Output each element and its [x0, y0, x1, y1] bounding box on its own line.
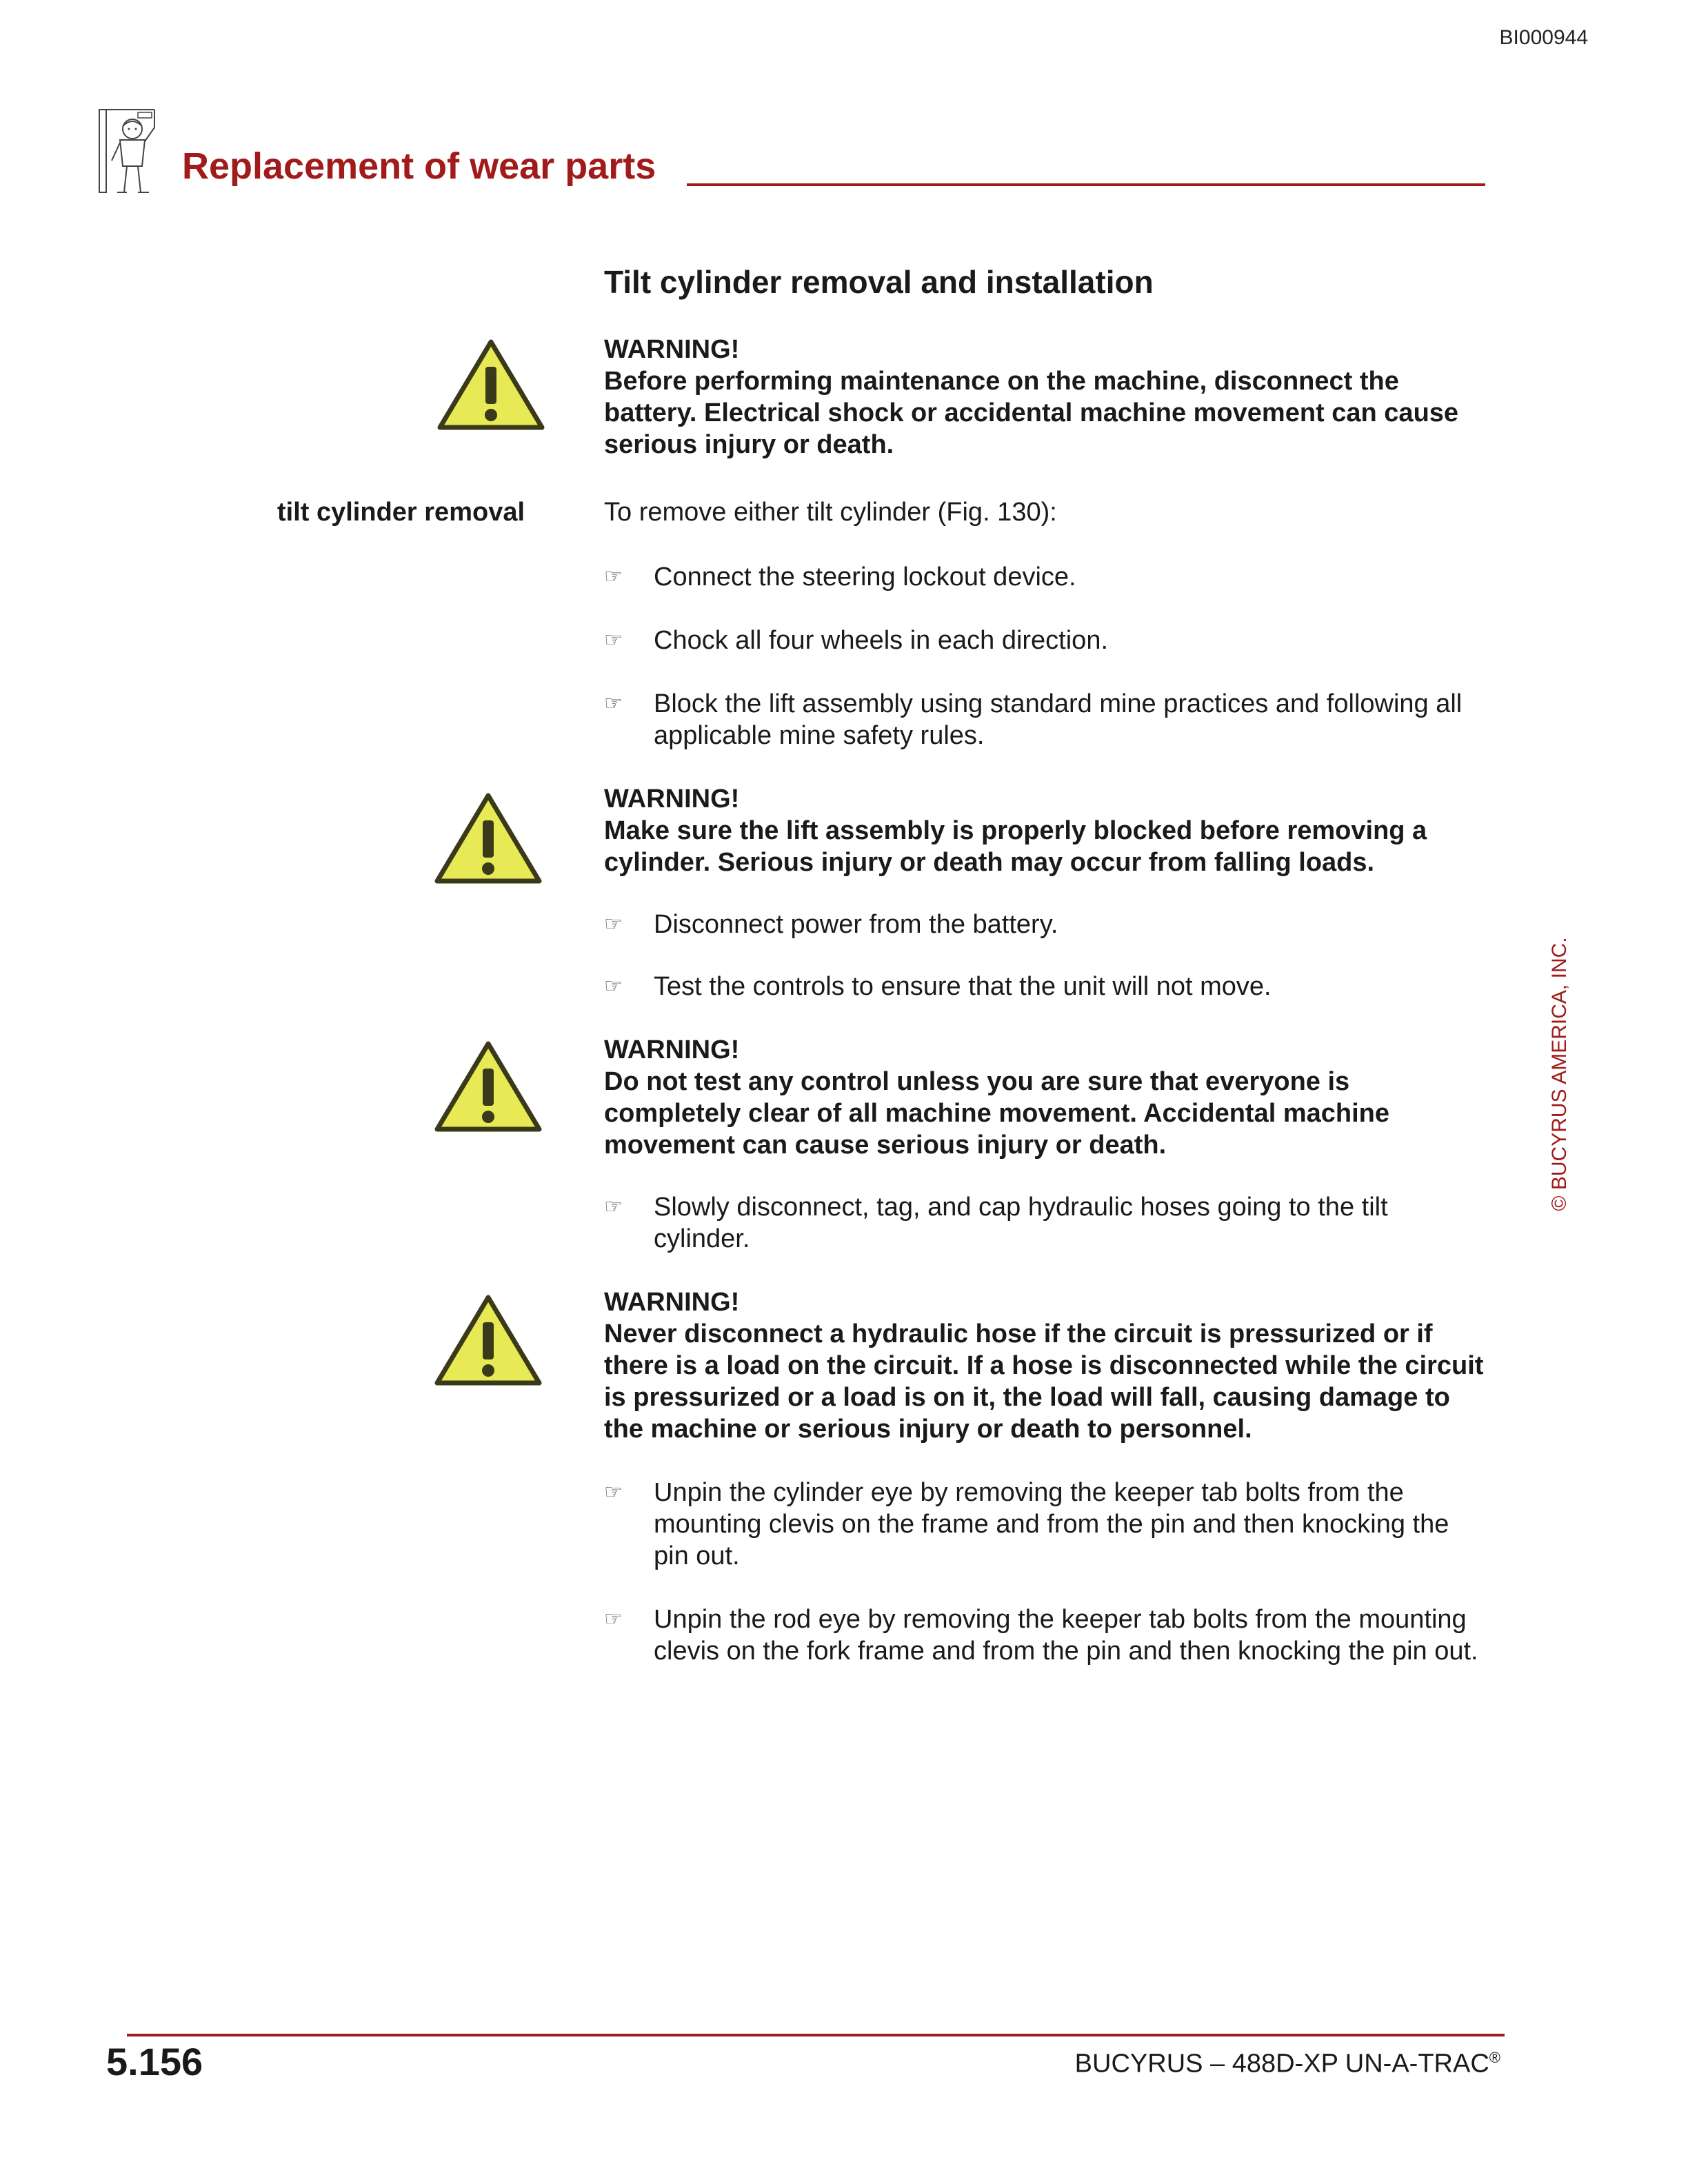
- pointing-hand-icon: ☞: [604, 1195, 623, 1218]
- footer-rule: [127, 2034, 1505, 2036]
- warning-heading: WARNING!: [604, 1288, 740, 1317]
- list-item: [604, 1191, 1487, 1255]
- registered-mark: ®: [1489, 2049, 1500, 2066]
- warning-body: Make sure the lift assembly is properly blocked before removing a cylinder. Serious injury or death may occur from falling loads.: [604, 816, 1427, 877]
- section-header: [182, 138, 1485, 193]
- warning-body: Do not test any control unless you are sure that everyone is completely clear of all machine movement. Accidental machine movement can cause serious injury or death.: [604, 1067, 1389, 1160]
- step-text: Chock all four wheels in each direction.: [654, 626, 1109, 655]
- warning-triangle-icon: [436, 336, 546, 433]
- warning-heading: WARNING!: [604, 335, 740, 364]
- document-id: BI000944: [1499, 26, 1588, 49]
- list-item: [604, 1604, 1487, 1667]
- list-item: [604, 971, 1487, 1002]
- list-item: [604, 688, 1487, 751]
- pointing-hand-icon: ☞: [604, 629, 623, 651]
- side-label: tilt cylinder removal: [277, 498, 525, 527]
- warning-heading: WARNING!: [604, 1035, 740, 1064]
- title-rule: [687, 183, 1485, 186]
- copyright-notice: © BUCYRUS AMERICA, INC.: [1548, 937, 1571, 1211]
- warning-block: [604, 334, 1487, 461]
- footer-product: [1075, 2049, 1500, 2079]
- warning-body: Never disconnect a hydraulic hose if the circuit is pressurized or if there is a load on the circuit. If a hose is disconnected while the circuit is pressurized or a load is on it, the load will fall, causing damage to the machine or serious injury or death to personnel.: [604, 1320, 1484, 1444]
- mechanic-icon: [97, 107, 160, 196]
- step-text: Test the controls to ensure that the unit will not move.: [654, 972, 1272, 1001]
- list-item: [604, 909, 1487, 940]
- step-text: Disconnect power from the battery.: [654, 910, 1058, 939]
- warning-body: Before performing maintenance on the machine, disconnect the battery. Electrical shock or accidental machine movement can cause serious injury or death.: [604, 367, 1459, 459]
- pointing-hand-icon: ☞: [604, 975, 623, 998]
- page-number: 5.156: [106, 2040, 203, 2083]
- step-text: Unpin the rod eye by removing the keeper tab bolts from the mounting clevis on the fork frame and from the pin and then knocking the pin out.: [654, 1605, 1478, 1666]
- section-title: Replacement of wear parts: [182, 145, 656, 187]
- warning-triangle-icon: [433, 1292, 543, 1388]
- removal-intro: To remove either tilt cylinder (Fig. 130):: [604, 498, 1057, 527]
- pointing-hand-icon: ☞: [604, 1481, 623, 1504]
- warning-block: [604, 1286, 1487, 1445]
- warning-heading: WARNING!: [604, 785, 740, 813]
- step-text: Block the lift assembly using standard mine practices and following all applicable mine safety rules.: [654, 689, 1463, 750]
- warning-block: [604, 783, 1487, 878]
- pointing-hand-icon: ☞: [604, 1608, 623, 1630]
- list-item: [604, 1477, 1487, 1572]
- list-item: [604, 625, 1487, 656]
- warning-block: [604, 1034, 1487, 1161]
- subsection-title: Tilt cylinder removal and installation: [604, 264, 1154, 300]
- list-item: [604, 561, 1487, 593]
- pointing-hand-icon: ☞: [604, 565, 623, 588]
- product-name: BUCYRUS – 488D-XP UN-A-TRAC: [1074, 2049, 1489, 2079]
- step-text: Unpin the cylinder eye by removing the keeper tab bolts from the mounting clevis on the frame and from the pin and then knocking the pin out.: [654, 1478, 1449, 1570]
- warning-triangle-icon: [433, 790, 543, 887]
- step-text: Connect the steering lockout device.: [654, 563, 1076, 592]
- pointing-hand-icon: ☞: [604, 692, 623, 715]
- warning-triangle-icon: [433, 1038, 543, 1135]
- step-text: Slowly disconnect, tag, and cap hydraulic hoses going to the tilt cylinder.: [654, 1193, 1388, 1253]
- pointing-hand-icon: ☞: [604, 913, 623, 936]
